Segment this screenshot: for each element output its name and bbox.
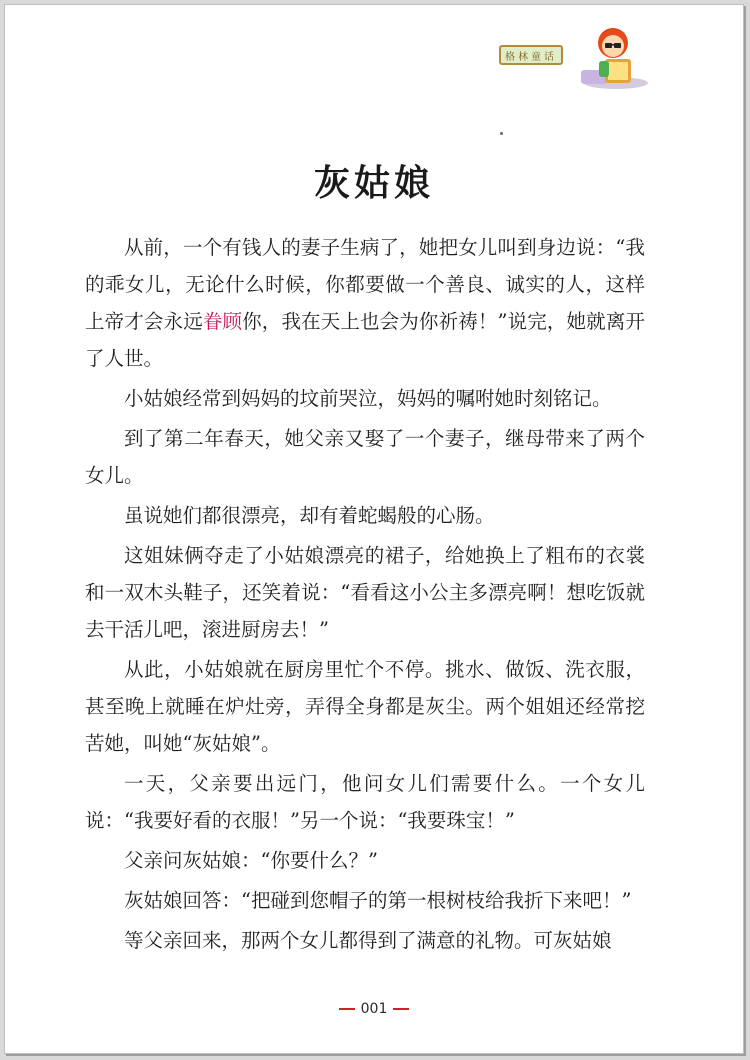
paragraph: 等父亲回来，那两个女儿都得到了满意的礼物。可灰姑娘 [124, 929, 612, 952]
paragraph: 小姑娘经常到妈妈的坟前哭泣，妈妈的嘱咐她时刻铭记。 [124, 387, 612, 410]
paragraph: 父亲问灰姑娘：“你要什么？” [124, 849, 378, 872]
paragraph-text: 你，我在天上也会为你祈祷！”说完，她就离开了人世。 [85, 310, 645, 370]
footer-dash-left [339, 1008, 355, 1010]
page-number: 001 [360, 1001, 388, 1017]
paragraph: 灰姑娘回答：“把碰到您帽子的第一根树枝给我折下来吧！” [124, 889, 632, 912]
page-footer [5, 1001, 743, 1017]
paragraph-text: 从前，一个有钱人的妻子生病了，她把女儿叫到身边说：“我的乖女儿，无论什么时候，你都要做一个善良、诚实的人，这样上帝才会永远 [85, 236, 645, 333]
paragraph: 虽说她们都很漂亮，却有着蛇蝎般的心肠。 [124, 504, 495, 527]
page-title: 灰姑娘 [313, 163, 434, 204]
reading-girl-illustration [561, 15, 651, 90]
annotated-word: 眷顾 [202, 310, 243, 333]
print-speck [500, 132, 503, 135]
footer-dash-right [393, 1008, 409, 1010]
paragraph: 这姐妹俩夺走了小姑娘漂亮的裙子，给她换上了粗布的衣裳和一双木头鞋子，还笑着说：“看看这小公主多漂亮啊！想吃饭就去干活儿吧，滚进厨房去！” [85, 544, 645, 641]
paragraph [85, 229, 645, 377]
story-body [85, 229, 645, 962]
paragraph: 一天，父亲要出远门，他问女儿们需要什么。一个女儿说：“我要好看的衣服！”另一个说：“我要珠宝！” [85, 772, 645, 832]
paragraph: 到了第二年春天，她父亲又娶了一个妻子，继母带来了两个女儿。 [85, 427, 645, 487]
series-tag: 格林童话 [499, 45, 563, 65]
paragraph: 从此，小姑娘就在厨房里忙个不停。挑水、做饭、洗衣服，甚至晚上就睡在炉灶旁，弄得全身都是灰尘。两个姐姐还经常挖苦她，叫她“灰姑娘”。 [85, 658, 645, 755]
book-page [4, 4, 744, 1054]
